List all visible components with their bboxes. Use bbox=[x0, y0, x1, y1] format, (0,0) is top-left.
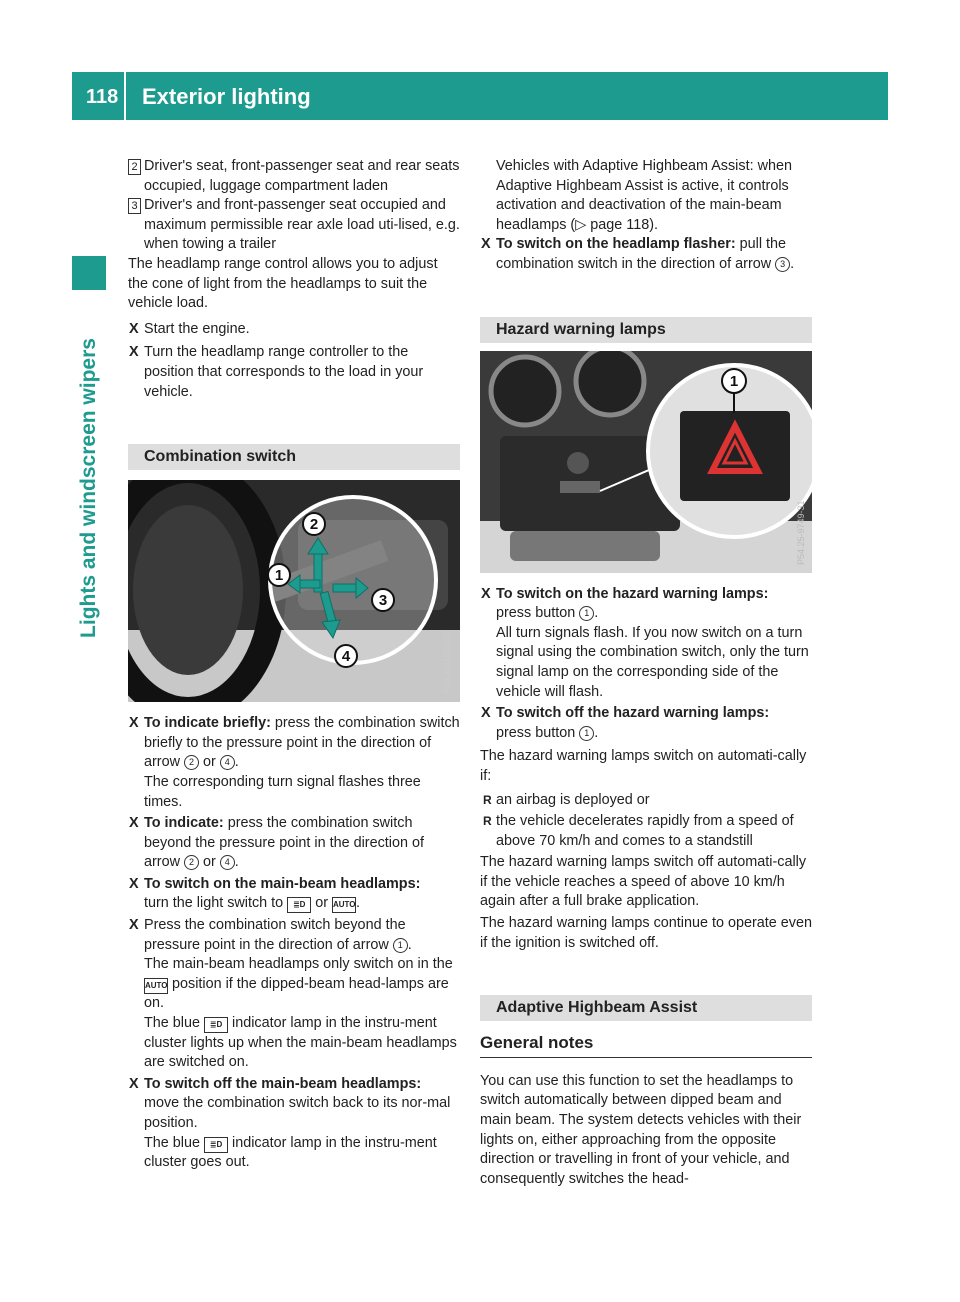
left-column bbox=[128, 157, 460, 1173]
main-beam-indicator-icon: ≣D bbox=[204, 1017, 228, 1033]
step: X To switch off the hazard warning lamps: press button 1 . bbox=[481, 705, 770, 741]
label-1: 1 bbox=[729, 372, 739, 390]
paragraph: The hazard warning lamps switch on automati-cally if: bbox=[480, 748, 807, 784]
subsection-heading: General notes bbox=[480, 1033, 812, 1058]
label-3: 3 bbox=[378, 592, 388, 610]
label-4: 4 bbox=[341, 648, 351, 666]
auto-icon: AUTO bbox=[332, 897, 356, 913]
image-code: P54.25-9749-31 bbox=[796, 500, 806, 565]
bullet-item: R the vehicle decelerates rapidly from a speed of above 70 km/h and comes to a standstill bbox=[483, 813, 794, 849]
side-tab-marker bbox=[72, 256, 106, 290]
paragraph: Vehicles with Adaptive Highbeam Assist: when Adaptive Highbeam Assist is active, it controls activation and deactivation of the main-beam headlamps (▷ page 118). bbox=[496, 158, 792, 233]
auto-icon: AUTO bbox=[144, 978, 168, 994]
section-heading: Adaptive Highbeam Assist bbox=[480, 995, 812, 1021]
label-2: 2 bbox=[309, 516, 319, 534]
page-title: Exterior lighting bbox=[142, 84, 311, 109]
list-item: 2 Driver's seat, front-passenger seat and rear seats occupied, luggage compartment laden bbox=[128, 157, 460, 196]
step: X Turn the headlamp range controller to the position that corresponds to the load in your vehicle. bbox=[129, 344, 424, 400]
combination-switch-image bbox=[128, 480, 460, 702]
step: X To indicate briefly: press the combination switch briefly to the pressure point in the direction of arrow 2 or 4 . The corresponding turn signal flashes three times. bbox=[129, 715, 460, 810]
step: X Press the combination switch beyond the pressure point in the direction of arrow 1 . The main-beam headlamps only switch on in the AUTO position if the dipped-beam head-lamps are on. The blue ≣D indicator lamp in the instru-ment cluster lights up when the main-beam headlamps are switched on. bbox=[129, 917, 457, 1071]
step: X To indicate: press the combination switch beyond the pressure point in the direction of arrow 2 or 4 . bbox=[129, 815, 424, 871]
paragraph: The hazard warning lamps switch off automati-cally if the vehicle reaches a speed of above 10 km/h again after a full brake application. bbox=[480, 854, 807, 910]
page-number: 118 bbox=[86, 86, 119, 108]
step: X Start the engine. bbox=[129, 320, 250, 337]
paragraph: The headlamp range control allows you to adjust the cone of light from the headlamps to suit the vehicle load. bbox=[128, 255, 438, 312]
section-heading: Hazard warning lamps bbox=[480, 317, 812, 343]
list-item: 3 Driver's and front-passenger seat occupied and maximum permissible rear axle load uti-lised, e.g. when towing a trailer bbox=[128, 196, 460, 255]
paragraph: The hazard warning lamps continue to operate even if the ignition is switched off. bbox=[480, 915, 812, 951]
main-beam-indicator-icon: ≣D bbox=[204, 1137, 228, 1153]
number-box: 3 bbox=[128, 198, 141, 214]
right-column bbox=[480, 157, 812, 1189]
hazard-button-image bbox=[480, 351, 812, 573]
section-heading: Combination switch bbox=[128, 444, 460, 470]
image-code: P54.26-1028-31 bbox=[442, 629, 452, 695]
step: X To switch on the hazard warning lamps: press button 1 . All turn signals flash. If you now switch on a turn signal using the combination switch, only the turn signal lamp on the corresponding side of the vehicle will flash. bbox=[481, 585, 809, 700]
main-beam-icon: ≣D bbox=[287, 897, 311, 913]
step: X To switch on the headlamp flasher: pull the combination switch in the direction of arrow 3 . bbox=[481, 236, 795, 272]
side-tab-label: Lights and windscreen wipers bbox=[77, 338, 100, 638]
header-divider bbox=[124, 72, 126, 120]
number-box: 2 bbox=[128, 159, 141, 175]
paragraph: You can use this function to set the headlamps to switch automatically between dipped beam and main beam. The system detects vehicles with their lights on, either approaching from the opposite direction or travelling in front of your vehicle, and consequently switches the head- bbox=[480, 1072, 802, 1187]
bullet-item: R an airbag is deployed or bbox=[483, 791, 650, 808]
label-1: 1 bbox=[274, 567, 284, 585]
step: X To switch on the main-beam headlamps: turn the light switch to ≣D or AUTO. bbox=[129, 875, 421, 912]
step: X To switch off the main-beam headlamps: move the combination switch back to its nor-mal position. The blue ≣D indicator lamp in the instru-ment cluster goes out. bbox=[129, 1075, 451, 1171]
